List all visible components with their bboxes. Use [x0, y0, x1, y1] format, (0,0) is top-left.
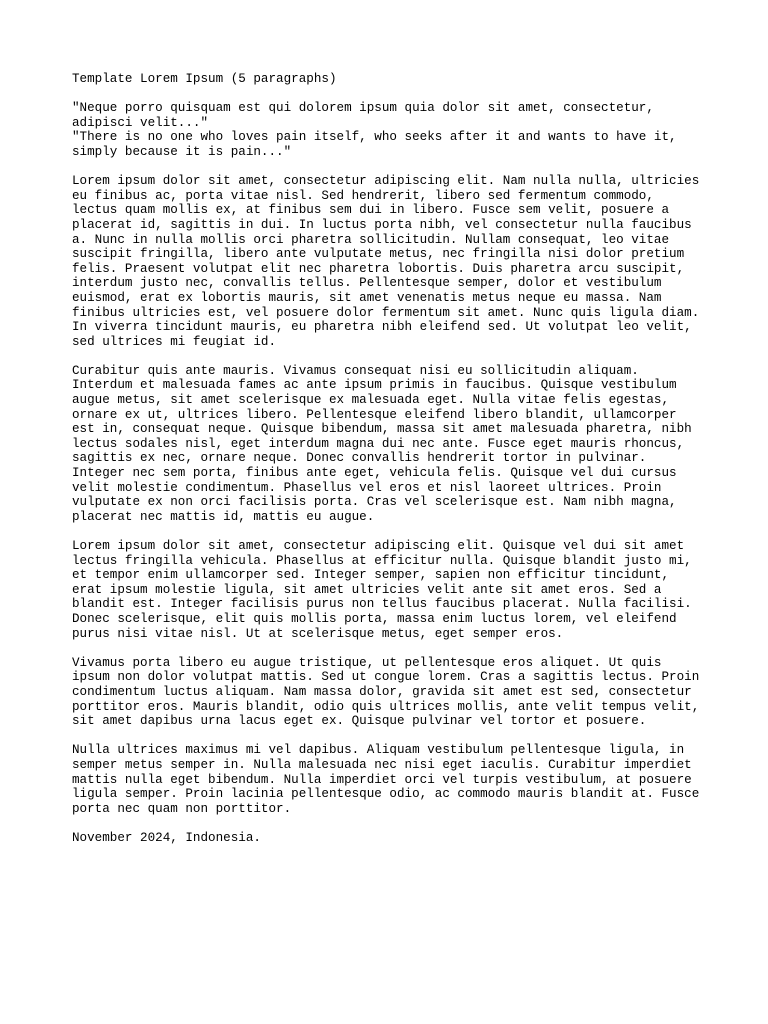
paragraph-line: est in, consequat neque. Quisque bibendum, massa sit amet malesuada pharetra, nibh: [72, 422, 692, 437]
paragraph-line: lectus fringilla vehicula. Phasellus at efficitur nulla. Quisque blandit justo mi,: [72, 553, 692, 568]
paragraph-line: Vivamus porta libero eu augue tristique, ut pellentesque eros aliquet. Ut quis: [72, 655, 662, 670]
quote-no-one-loves-pain: [72, 130, 712, 159]
quote-line: adipisci velit...": [72, 115, 209, 130]
paragraph-1: [72, 174, 712, 349]
paragraph-line: interdum justo nec, convallis tellus. Pellentesque semper, dolor et vestibulum: [72, 276, 662, 291]
paragraph-2: [72, 364, 712, 525]
paragraph-line: finibus ultricies est, vel posuere dolor fermentum sit amet. Nunc quis ligula diam.: [72, 305, 700, 320]
document-page: [72, 72, 712, 845]
paragraph-line: euismod, erat ex lobortis mauris, sit amet venenatis metus neque eu massa. Nam: [72, 290, 662, 305]
spacer: [72, 816, 712, 831]
paragraph-line: Lorem ipsum dolor sit amet, consectetur adipiscing elit. Nam nulla nulla, ultricies: [72, 174, 700, 189]
spacer: [72, 349, 712, 364]
paragraph-line: velit molestie condimentum. Phasellus vel eros et nisl laoreet ultrices. Proin: [72, 480, 662, 495]
paragraph-line: erat ipsum molestie ligula, sit amet ultricies velit ante sit amet eros. Sed a: [72, 582, 662, 597]
paragraph-line: Interdum et malesuada fames ac ante ipsum primis in faucibus. Quisque vestibulum: [72, 378, 677, 393]
paragraph-line: Nulla ultrices maximus mi vel dapibus. Aliquam vestibulum pellentesque ligula, in: [72, 743, 685, 758]
paragraph-line: felis. Praesent volutpat elit nec pharetra lobortis. Duis pharetra arcu suscipit,: [72, 261, 685, 276]
paragraph-line: lectus sodales nisl, eget interdum magna dui nec ante. Fusce eget mauris rhoncus,: [72, 436, 685, 451]
spacer: [72, 641, 712, 656]
paragraph-line: suscipit fringilla, libero ante vulputate metus, nec fringilla nisi dolor pretium: [72, 247, 685, 262]
paragraph-5: [72, 743, 712, 816]
paragraph-line: Donec scelerisque, elit quis mollis porta, massa enim luctus lorem, vel eleifend: [72, 611, 677, 626]
paragraph-line: In viverra tincidunt mauris, eu pharetra nibh eleifend sed. Ut volutpat leo velit,: [72, 320, 692, 335]
paragraph-line: mattis nulla eget bibendum. Nulla imperdiet orci vel turpis vestibulum, at posuere: [72, 772, 692, 787]
paragraph-line: ligula semper. Proin lacinia pellentesque odio, ac commodo mauris blandit at. Fusce: [72, 787, 700, 802]
quote-line: simply because it is pain...": [72, 144, 292, 159]
paragraph-line: Curabitur quis ante mauris. Vivamus consequat nisi eu sollicitudin aliquam.: [72, 363, 639, 378]
spacer: [72, 729, 712, 744]
paragraph-line: ipsum non dolor volutpat mattis. Sed ut congue lorem. Cras a sagittis lectus. Proin: [72, 670, 700, 685]
paragraph-line: vulputate ex non orci facilisis porta. Cras vel scelerisque est. Nam nibh magna,: [72, 495, 677, 510]
spacer: [72, 524, 712, 539]
paragraph-line: placerat nec mattis id, mattis eu augue.: [72, 509, 375, 524]
paragraph-line: a. Nunc in nulla mollis orci pharetra sollicitudin. Nullam consequat, leo vitae: [72, 232, 670, 247]
spacer: [72, 87, 712, 102]
paragraph-line: porta nec quam non porttitor.: [72, 801, 292, 816]
paragraph-line: sit amet dapibus urna lacus eget ex. Quisque pulvinar vel tortor et posuere.: [72, 714, 647, 729]
quote-line: "There is no one who loves pain itself, who seeks after it and wants to have it,: [72, 130, 677, 145]
paragraph-line: lectus quam mollis ex, at finibus sem dui in libero. Fusce sem velit, posuere a: [72, 203, 670, 218]
paragraph-line: augue metus, sit amet scelerisque ex malesuada eget. Nulla vitae felis egestas,: [72, 393, 670, 408]
paragraph-line: ornare ex ut, ultrices libero. Pellentesque eleifend libero blandit, ullamcorper: [72, 407, 677, 422]
paragraph-line: blandit est. Integer facilisis purus non tellus faucibus placerat. Nulla facilisi.: [72, 597, 692, 612]
paragraph-line: Integer nec sem porta, finibus ante eget, vehicula felis. Quisque vel dui cursus: [72, 466, 677, 481]
paragraph-line: purus nisi vitae nisl. Ut at scelerisque metus, eget semper eros.: [72, 626, 564, 641]
paragraph-line: semper metus semper in. Nulla malesuada nec nisi eget iaculis. Curabitur imperdiet: [72, 757, 692, 772]
paragraph-4: [72, 656, 712, 729]
paragraph-line: condimentum luctus aliquam. Nam massa dolor, gravida sit amet est sed, consectetur: [72, 684, 692, 699]
paragraph-line: placerat id, sagittis in dui. In luctus porta nibh, vel consectetur nulla faucibus: [72, 217, 692, 232]
document-footer-date-location: November 2024, Indonesia.: [72, 830, 261, 845]
quote-neque-porro: [72, 101, 712, 130]
paragraph-line: porttitor eros. Mauris blandit, odio quis ultrices mollis, ante velit tempus velit,: [72, 699, 700, 714]
paragraph-line: sagittis ex nec, ornare neque. Donec convallis hendrerit tortor in pulvinar.: [72, 451, 647, 466]
paragraph-line: et tempor enim ullamcorper sed. Integer semper, sapien non efficitur tincidunt,: [72, 568, 670, 583]
spacer: [72, 160, 712, 175]
document-title: Template Lorem Ipsum (5 paragraphs): [72, 72, 337, 86]
paragraph-3: [72, 539, 712, 641]
paragraph-line: sed ultrices mi feugiat id.: [72, 334, 277, 349]
quote-line: "Neque porro quisquam est qui dolorem ipsum quia dolor sit amet, consectetur,: [72, 101, 654, 116]
paragraph-line: Lorem ipsum dolor sit amet, consectetur adipiscing elit. Quisque vel dui sit amet: [72, 539, 685, 553]
paragraph-line: eu finibus ac, porta vitae nisl. Sed hendrerit, libero sed fermentum commodo,: [72, 188, 654, 203]
